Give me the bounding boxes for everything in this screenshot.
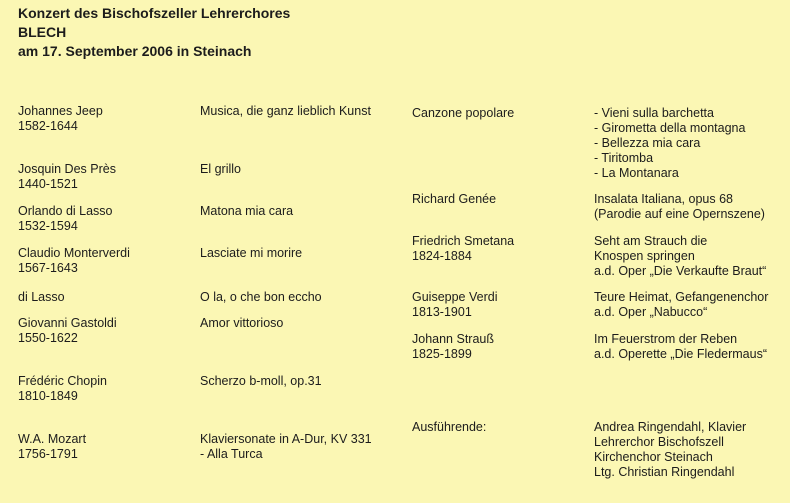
work-title: Teure Heimat, Gefangenenchor (594, 290, 769, 304)
list-item: - Bellezza mia cara (594, 136, 701, 150)
composer-name: Guiseppe Verdi (412, 290, 498, 304)
program-entry-verdi (412, 290, 497, 320)
work-title: Seht am Strauch die (594, 234, 708, 248)
work-subtitle: (Parodie auf eine Opernszene) (594, 207, 765, 221)
program-entry-mozart (18, 432, 86, 462)
program-entry-monteverdi (18, 246, 130, 276)
canzone-song-list (594, 106, 745, 181)
work-title-block (200, 432, 372, 462)
program-entry-smetana (412, 234, 514, 264)
title-line-3: am 17. September 2006 in Steinach (18, 43, 252, 59)
composer-name: Canzone popolare (412, 106, 515, 120)
work-title: Klaviersonate in A-Dur, KV 331 (200, 432, 372, 446)
list-item: Kirchenchor Steinach (594, 450, 713, 464)
program-entry-gastoldi (18, 316, 117, 346)
performers-label: Ausführende: (412, 420, 487, 434)
list-item: Ltg. Christian Ringendahl (594, 465, 735, 479)
work-title-block (594, 234, 766, 279)
title-line-2: BLECH (18, 24, 67, 40)
title-line-1: Konzert des Bischofszeller Lehrerchores (18, 5, 291, 21)
composer-name: Claudio Monterverdi (18, 246, 130, 260)
composer-years: 1756-1791 (18, 447, 78, 461)
list-item: - Tiritomba (594, 151, 654, 165)
work-title-block (594, 290, 768, 320)
performers-list (594, 420, 746, 480)
composer-years: 1532-1594 (18, 219, 78, 233)
work-title: Im Feuerstrom der Reben (594, 332, 738, 346)
composer-years: 1567-1643 (18, 261, 78, 275)
work-title: El grillo (200, 162, 241, 176)
composer-years: 1813-1901 (412, 305, 472, 319)
work-source: a.d. Oper „Nabucco“ (594, 305, 708, 319)
list-item: - Vieni sulla barchetta (594, 106, 714, 120)
composer-years: 1810-1849 (18, 389, 78, 403)
list-item: - La Montanara (594, 166, 679, 180)
work-title-block (594, 192, 765, 222)
work-subtitle: - Alla Turca (200, 447, 263, 461)
work-title-cont: Knospen springen (594, 249, 695, 263)
program-entry-jeep (18, 104, 103, 134)
program-entry-lasso (18, 204, 113, 234)
work-title: Insalata Italiana, opus 68 (594, 192, 733, 206)
composer-years: 1582-1644 (18, 119, 78, 133)
work-title-block (594, 332, 767, 362)
work-title: Amor vittorioso (200, 316, 284, 330)
program-entry-chopin (18, 374, 107, 404)
program-entry-di-lasso (18, 290, 65, 305)
composer-name: Josquin Des Près (18, 162, 116, 176)
concert-title (18, 4, 290, 61)
composer-years: 1825-1899 (412, 347, 472, 361)
work-source: a.d. Oper „Die Verkaufte Braut“ (594, 264, 767, 278)
work-title: O la, o che bon eccho (200, 290, 322, 304)
composer-name: Johann Strauß (412, 332, 494, 346)
program-entry-strauss (412, 332, 494, 362)
list-item: Lehrerchor Bischofszell (594, 435, 724, 449)
work-source: a.d. Operette „Die Fledermaus“ (594, 347, 767, 361)
composer-name: W.A. Mozart (18, 432, 87, 446)
composer-name: Johannes Jeep (18, 104, 103, 118)
list-item: - Girometta della montagna (594, 121, 746, 135)
list-item: Andrea Ringendahl, Klavier (594, 420, 747, 434)
composer-name: Frédéric Chopin (18, 374, 107, 388)
composer-years: 1440-1521 (18, 177, 78, 191)
program-entry-des-pres (18, 162, 116, 192)
work-title: Lasciate mi morire (200, 246, 303, 260)
composer-name: di Lasso (18, 290, 65, 304)
work-title: Matona mia cara (200, 204, 294, 218)
work-title: Musica, die ganz lieblich Kunst (200, 104, 371, 118)
composer-name: Richard Genée (412, 192, 497, 206)
composer-name: Orlando di Lasso (18, 204, 113, 218)
work-title: Scherzo b-moll, op.31 (200, 374, 322, 388)
composer-years: 1550-1622 (18, 331, 78, 345)
composer-years: 1824-1884 (412, 249, 472, 263)
composer-name: Friedrich Smetana (412, 234, 515, 248)
composer-name: Giovanni Gastoldi (18, 316, 117, 330)
